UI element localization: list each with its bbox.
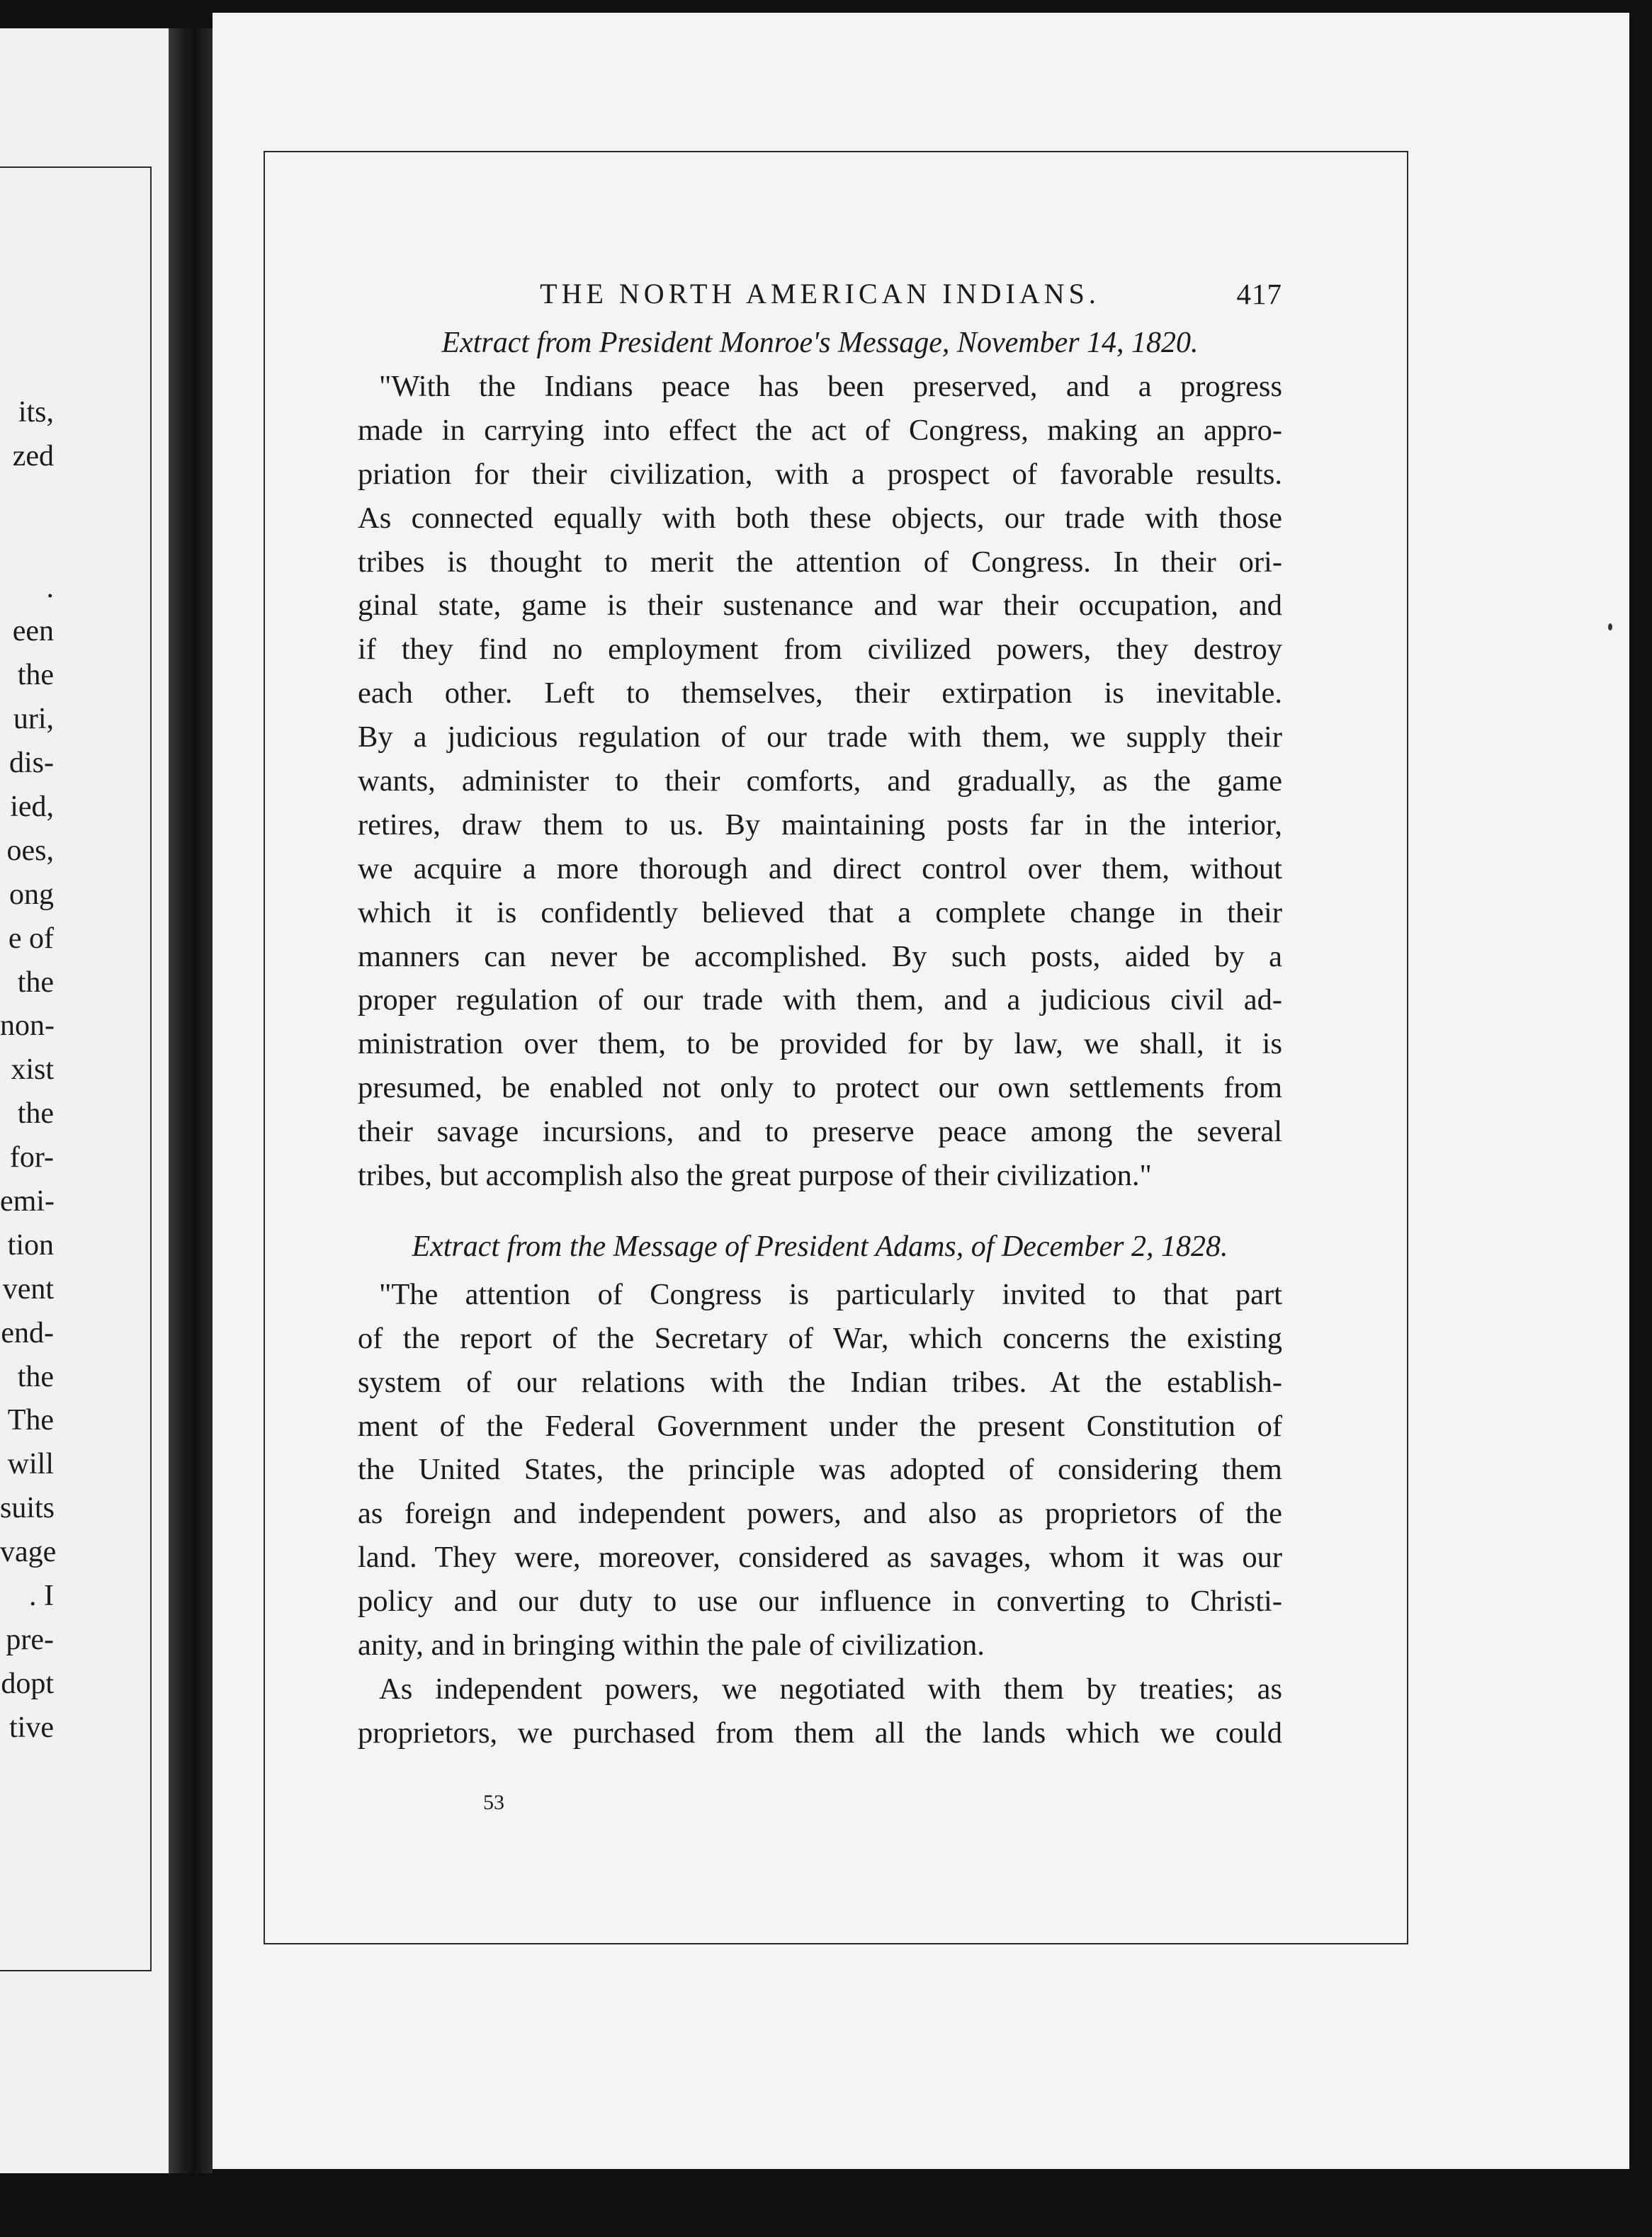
left-page-word: . [46, 571, 54, 604]
book-gutter [169, 28, 213, 2173]
text-line: tribes is thought to merit the attention of Congress. In their ori- [358, 545, 1282, 579]
text-line: as foreign and independent powers, and also as proprietors of the [358, 1497, 1282, 1531]
extract-heading-monroe: Extract from President Monroe's Message, November 14, 1820. [441, 327, 1199, 359]
book-page [213, 13, 1629, 2169]
text-line: which it is confidently believed that a complete change in their [358, 895, 1282, 929]
left-page-word: dopt [1, 1667, 54, 1700]
page-number: 417 [1236, 278, 1282, 310]
left-page-word: xist [11, 1053, 54, 1087]
left-page-word: for- [9, 1141, 54, 1174]
text-line: ment of the Federal Government under the present Constitution of [358, 1409, 1282, 1443]
left-page-word: its, [18, 396, 54, 429]
left-page-word: suits [0, 1492, 55, 1525]
left-page-word: pre- [6, 1623, 54, 1656]
extract-body-monroe [358, 365, 1282, 1198]
left-page-word: the [17, 1097, 54, 1131]
text-line: anity, and in bringing within the pale of civilization. [358, 1629, 985, 1663]
left-page-word: . I [29, 1580, 54, 1613]
left-page-word: emi- [0, 1185, 55, 1218]
running-head [358, 271, 1282, 321]
left-page-word: the [17, 965, 54, 999]
text-line: retires, draw them to us. By maintaining posts far in the interior, [358, 808, 1282, 842]
extract-body-adams-continued [358, 1667, 1282, 1755]
left-page-word [0, 523, 54, 567]
left-page-word: zed [12, 439, 54, 472]
extract-body-adams [358, 1273, 1282, 1667]
left-page-word: tion [7, 1228, 54, 1262]
text-line: As independent powers, we negotiated with them by treaties; as [379, 1672, 1282, 1706]
text-line: manners can never be accomplished. By such posts, aided by a [358, 939, 1282, 973]
text-line: the United States, the principle was adopted of considering them [358, 1453, 1282, 1487]
page-text-block [358, 271, 1282, 1755]
left-page-word: ong [9, 878, 54, 911]
text-line: we acquire a more thorough and direct control over them, without [358, 851, 1282, 885]
left-page-word [0, 479, 54, 523]
text-line: ginal state, game is their sustenance and war their occupation, and [358, 589, 1282, 623]
text-line: presumed, be enabled not only to protect our own settlements from [358, 1071, 1282, 1105]
text-line: their savage incursions, and to preserve peace among the several [358, 1115, 1282, 1149]
text-line: "The attention of Congress is particularly invited to that part [379, 1277, 1282, 1311]
left-page-word: the [17, 1360, 54, 1393]
text-line: As connected equally with both these objects, our trade with those [358, 501, 1282, 535]
left-page-word: tive [9, 1711, 54, 1744]
text-line: wants, administer to their comforts, and gradually, as the game [358, 764, 1282, 798]
left-page-word: uri, [13, 703, 54, 736]
signature-mark: 53 [483, 1791, 504, 1814]
text-line: ministration over them, to be provided for by law, we shall, it is [358, 1027, 1282, 1061]
left-page-word: e of [8, 922, 54, 955]
left-page-word: vent [2, 1272, 54, 1306]
text-line: policy and our duty to use our influence in converting to Christi- [358, 1585, 1282, 1619]
left-page-word: ied, [10, 791, 54, 824]
left-page-word: dis- [9, 747, 54, 780]
text-line: tribes, but accomplish also the great purpose of their civilization." [358, 1159, 1152, 1193]
left-page-word: een [12, 615, 54, 648]
left-page-word-fragments [0, 391, 57, 1750]
left-page-word: non- [0, 1009, 55, 1043]
text-line: if they find no employment from civilized powers, they destroy [358, 633, 1282, 667]
text-line: "With the Indians peace has been preserved, and a progress [379, 370, 1282, 403]
text-line: priation for their civilization, with a prospect of favorable results. [358, 457, 1282, 491]
text-line: land. They were, moreover, considered as savages, whom it was our [358, 1541, 1282, 1575]
left-page-word: the [17, 659, 54, 692]
left-page-word: will [7, 1448, 54, 1481]
text-line: By a judicious regulation of our trade with them, we supply their [358, 720, 1282, 754]
left-page-word: vage [0, 1536, 57, 1569]
scan-speck [1608, 623, 1612, 630]
text-line: made in carrying into effect the act of Congress, making an appro- [358, 413, 1282, 447]
left-page-word: end- [1, 1316, 54, 1349]
left-page-word: The [7, 1404, 54, 1437]
left-page-fragment [0, 28, 169, 2173]
running-head-title: THE NORTH AMERICAN INDIANS. [540, 278, 1100, 310]
text-line: system of our relations with the Indian tribes. At the establish- [358, 1365, 1282, 1399]
text-line: each other. Left to themselves, their extirpation is inevitable. [358, 676, 1282, 710]
text-line: proprietors, we purchased from them all the lands which we could [358, 1716, 1282, 1750]
extract-heading-adams: Extract from the Message of President Adams, of December 2, 1828. [412, 1230, 1228, 1263]
left-page-word: oes, [6, 834, 54, 867]
text-line: proper regulation of our trade with them, and a judicious civil ad- [358, 983, 1282, 1017]
text-line: of the report of the Secretary of War, which concerns the existing [358, 1321, 1282, 1355]
